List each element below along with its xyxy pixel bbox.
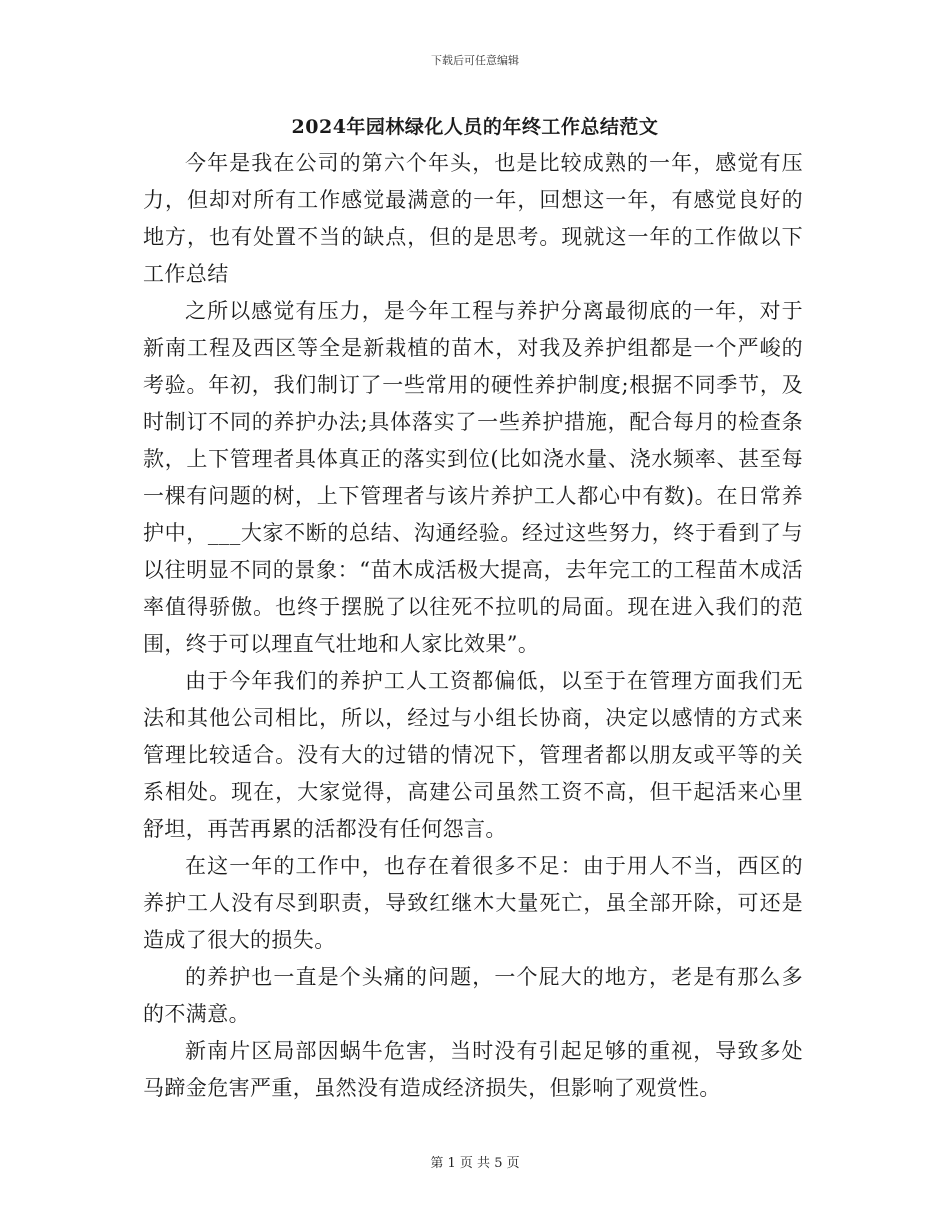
- paragraph-5: 的养护也一直是个头痛的问题，一个屁大的地方，老是有那么多的不满意。: [143, 965, 803, 1026]
- page-header-note: 下载后可任意编辑: [431, 54, 519, 67]
- paragraph-3: 由于今年我们的养护工人工资都偏低，以至于在管理方面我们无法和其他公司相比，所以，经过与小组长协商，决定以感情的方式来管理比较适合。没有大的过错的情况下，管理者都以朋友或平等的关系相处。现在，大家觉得，高建公司虽然工资不高，但干起活来心里舒坦，再苦再累的活都没有任何怨言。: [143, 669, 803, 841]
- page-number-footer: 第 1 页 共 5 页: [430, 1156, 520, 1171]
- paragraph-1: 今年是我在公司的第六个年头，也是比较成熟的一年，感觉有压力，但却对所有工作感觉最满意的一年，回想这一年，有感觉良好的地方，也有处置不当的缺点，但的是思考。现就这一年的工作做以下工作总结: [143, 151, 803, 286]
- document-title: 2024年园林绿化人员的年终工作总结范文: [291, 116, 659, 138]
- document-body: [143, 145, 803, 1107]
- paragraph-4: 在这一年的工作中，也存在着很多不足：由于用人不当，西区的养护工人没有尽到职责，导致红继木大量死亡，虽全部开除，可还是造成了很大的损失。: [143, 854, 803, 952]
- paragraph-6: 新南片区局部因蜗牛危害，当时没有引起足够的重视，导致多处马蹄金危害严重，虽然没有造成经济损失，但影响了观赏性。: [143, 1039, 803, 1100]
- paragraph-2: 之所以感觉有压力，是今年工程与养护分离最彻底的一年，对于新南工程及西区等全是新栽植的苗木，对我及养护组都是一个严峻的考验。年初，我们制订了一些常用的硬性养护制度;根据不同季节，及时制订不同的养护办法;具体落实了一些养护措施，配合每月的检查条款，上下管理者具体真正的落实到位(比如浇水量、浇水频率、甚至每一棵有问题的树，上下管理者与该片养护工人都心中有数)。在日常养护中，___大家不断的总结、沟通经验。经过这些努力，终于看到了与以往明显不同的景象：“苗木成活极大提高，去年完工的工程苗木成活率值得骄傲。也终于摆脱了以往死不拉叽的局面。现在进入我们的范围，终于可以理直气壮地和人家比效果”。: [143, 299, 803, 656]
